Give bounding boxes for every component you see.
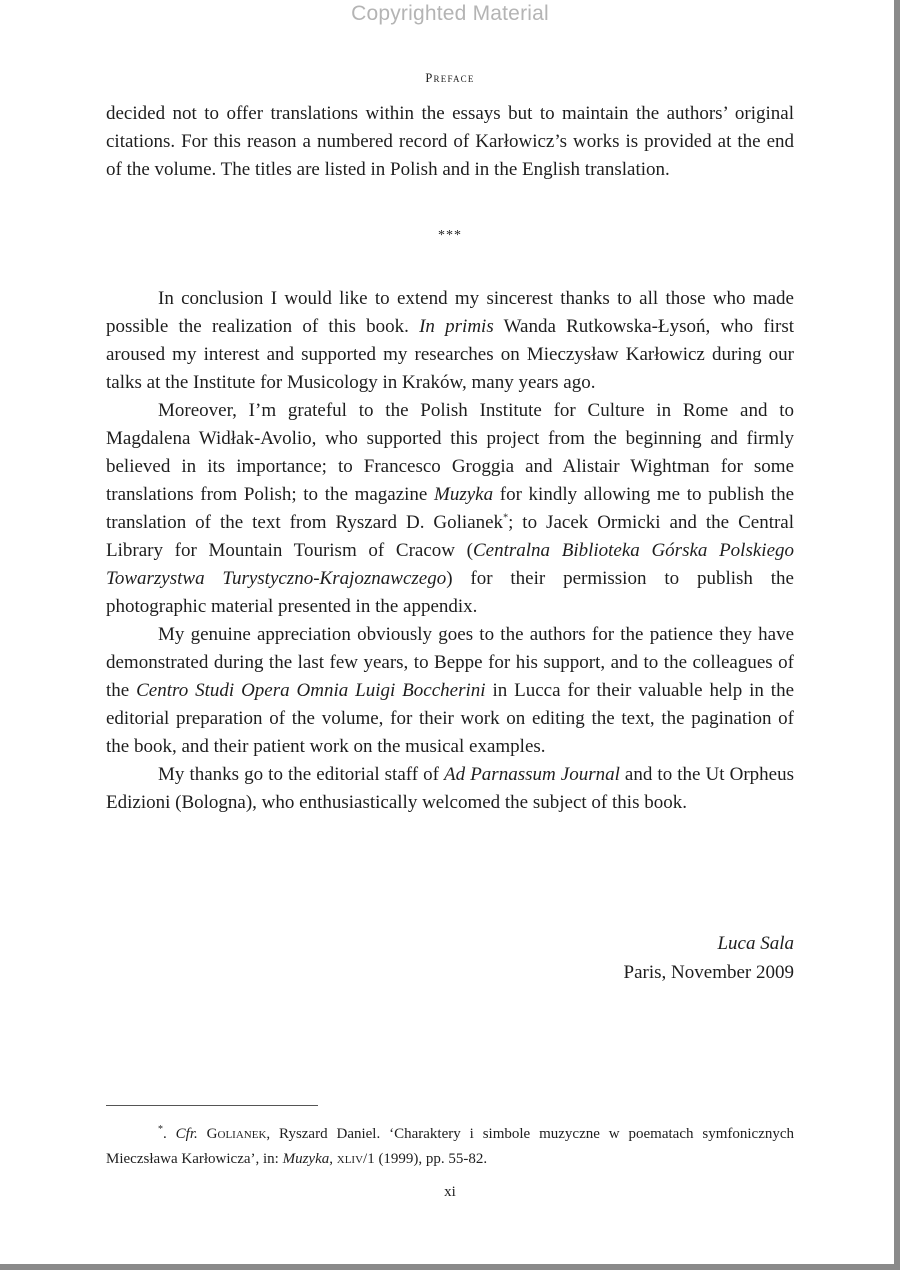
footnote-author: Golianek xyxy=(206,1126,267,1142)
footnote-reference-mark: * xyxy=(503,512,509,524)
paragraph-continued: decided not to offer translations within the essays but to maintain the authors’ original citations. For this reason a numbered record of Karłowicz’s works is provided at the end of the volume. The titles are listed in Polish and in the English translation. xyxy=(106,103,794,180)
italic-muzyka: Muzyka xyxy=(434,484,494,505)
author-signature: Luca Sala xyxy=(717,933,794,954)
italic-journal-name: Ad Parnassum Journal xyxy=(444,764,620,785)
italic-centro-studi: Centro Studi Opera Omnia Luigi Boccherini xyxy=(136,680,486,701)
section-break-asterism: *** xyxy=(438,228,462,243)
footnote-journal: Muzyka xyxy=(282,1151,330,1167)
footnote-volume: xliv/1 xyxy=(336,1151,375,1167)
footnote-cfr: Cfr. xyxy=(175,1126,198,1142)
paragraph-gratitude: Moreover, I’m grateful to the Polish Institute for Culture in Rome and to Magdalena Widłak-Avolio, who supported this project from the beginning and firmly believed in its importance; to Francesco Groggia and Alistair Wightman for some translations from Polish; to the magazine Muzyka for kindly allowing me to publish the translation of the text from Ryszard D. Golianek*; to Jacek Ormicki and the Central Library for Mountain Tourism of Cracow (Centralna Biblioteka Górska Polskiego Towarzystwa Turystyczno-Krajoznawczego) for their permission to publish the photographic material presented in the appendix. xyxy=(106,400,795,617)
paragraph-thanks: My thanks go to the editorial staff of Ad Parnassum Journal and to the Ut Orpheus Edizioni (Bologna), who enthusiastically welcomed the subject of this book. xyxy=(106,764,794,813)
footnote: *. Cfr. Golianek, Ryszard Daniel. ‘Charaktery i simbole muzyczne w poematach symfonicznych Mieczsława Karłowicza’, in: Muzyka, xliv/1 (1999), pp. 55-82. xyxy=(106,1124,795,1167)
page-number: xi xyxy=(444,1184,456,1200)
running-head: Preface xyxy=(425,71,475,85)
footnote-rule xyxy=(106,1105,318,1106)
signature-block xyxy=(106,929,794,987)
italic-in-primis: In primis xyxy=(419,316,494,337)
place-and-date: Paris, November 2009 xyxy=(623,962,794,983)
footnote-mark: * xyxy=(158,1124,163,1135)
acknowledgements-body xyxy=(106,285,794,817)
copyright-watermark: Copyrighted Material xyxy=(351,2,549,25)
italic-library-name: Centralna Biblioteka Górska Polskiego Towarzystwa Turystyczno-Krajoznawczego xyxy=(106,540,795,589)
paragraph-conclusion: In conclusion I would like to extend my sincerest thanks to all those who made possible the realization of this book. In primis Wanda Rutkowska-Łysoń, who first aroused my interest and supported my researches on Mieczysław Karłowicz during our talks at the Institute for Musicology in Kraków, many years ago. xyxy=(106,288,794,393)
paragraph-appreciation: My genuine appreciation obviously goes to the authors for the patience they have demonstrated during the last few years, to Beppe for his support, and to the colleagues of the Centro Studi Opera Omnia Luigi Boccherini in Lucca for their valuable help in the editorial preparation of the volume, for their work on editing the text, the pagination of the book, and their patient work on the musical examples. xyxy=(106,624,795,757)
